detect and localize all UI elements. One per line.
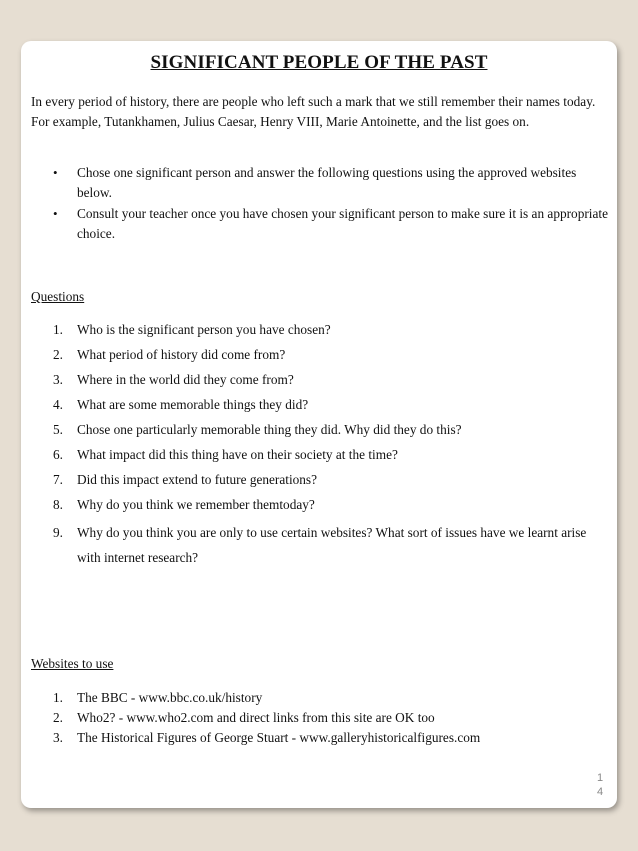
question-text: Why do you think we remember themtoday? (77, 497, 315, 512)
question-text: Why do you think you are only to use certain websites? What sort of issues have we learnt arise with internet research? (77, 525, 587, 565)
websites-list (31, 688, 611, 748)
website-number: 1. (53, 690, 63, 705)
question-item (31, 520, 611, 570)
instruction-text: Consult your teacher once you have chosen your significant person to make sure it is an appropriate choice. (77, 206, 608, 241)
intro-paragraph: In every period of history, there are people who left such a mark that we still remember their names today. For example, Tutankhamen, Julius Caesar, Henry VIII, Marie Antoinette, and the list goes on. (31, 94, 596, 129)
question-number: 3. (53, 372, 63, 387)
instruction-text: Chose one significant person and answer the following questions using the approved websites below. (77, 165, 577, 200)
questions-list (31, 320, 611, 570)
instruction-list (31, 163, 611, 245)
question-number: 5. (53, 422, 63, 437)
bullet-icon: • (53, 165, 58, 180)
page-number-line2: 4 (596, 786, 604, 798)
page-title: SIGNIFICANT PEOPLE OF THE PAST (150, 52, 488, 73)
question-item (31, 495, 611, 520)
question-item (31, 370, 611, 395)
question-text: Chose one particularly memorable thing they did. Why did they do this? (77, 422, 462, 437)
websites-heading: Websites to use (31, 656, 114, 671)
question-item (31, 395, 611, 420)
question-number: 9. (53, 525, 63, 540)
bullet-icon: • (53, 206, 58, 221)
question-number: 1. (53, 322, 63, 337)
question-number: 8. (53, 497, 63, 512)
question-item (31, 320, 611, 345)
website-item (31, 728, 611, 748)
website-text: The BBC - www.bbc.co.uk/history (77, 690, 263, 705)
website-item (31, 708, 611, 728)
instruction-item (31, 163, 611, 203)
question-text: Who is the significant person you have chosen? (77, 322, 331, 337)
question-text: Where in the world did they come from? (77, 372, 294, 387)
website-item (31, 688, 611, 708)
questions-heading: Questions (31, 289, 85, 304)
question-text: What impact did this thing have on their society at the time? (77, 447, 398, 462)
question-number: 2. (53, 347, 63, 362)
page-number-line1: 1 (596, 772, 604, 784)
website-number: 2. (53, 710, 63, 725)
question-number: 6. (53, 447, 63, 462)
question-item (31, 470, 611, 495)
website-text: The Historical Figures of George Stuart - www.galleryhistoricalfigures.com (77, 730, 481, 745)
question-item (31, 345, 611, 370)
website-number: 3. (53, 730, 63, 745)
question-text: Did this impact extend to future generations? (77, 472, 318, 487)
instruction-item (31, 204, 611, 244)
document-page (21, 41, 617, 808)
question-item (31, 420, 611, 445)
website-text: Who2? - www.who2.com and direct links from this site are OK too (77, 710, 435, 725)
question-text: What period of history did come from? (77, 347, 286, 362)
question-number: 4. (53, 397, 63, 412)
question-text: What are some memorable things they did? (77, 397, 309, 412)
question-number: 7. (53, 472, 63, 487)
question-item (31, 445, 611, 470)
page-number (594, 771, 606, 799)
